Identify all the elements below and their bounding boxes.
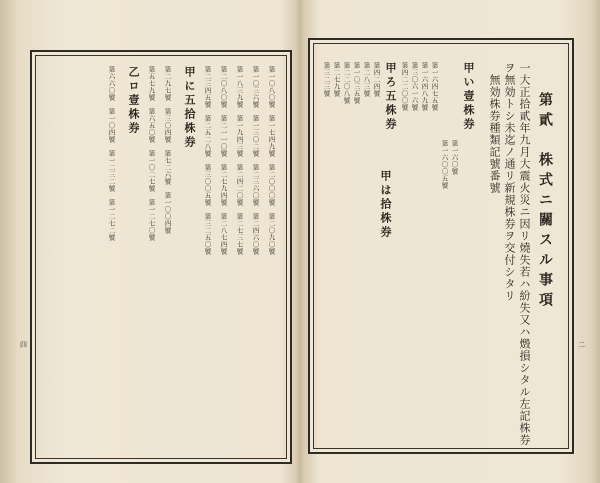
list-column: 第六六〇號 第一〇四號 第一二三二號 第一二七二號 bbox=[107, 66, 116, 241]
list-column: 第一〇三五號 bbox=[352, 62, 361, 104]
list-column: 第一六〇號 bbox=[450, 140, 459, 175]
intro-line-1: 一大正拾貳年九月大震火災ニ因リ燒失若ハ紛失又ハ燬損シタル左記株券 bbox=[518, 62, 531, 446]
list-column: 第二九七號 第三〇四號 第七二六號 第一〇〇四號 bbox=[163, 66, 172, 234]
list-column: 第二七九號 bbox=[332, 62, 341, 97]
list-column: 第四二四號 bbox=[372, 62, 381, 97]
group-label-ha: 甲は拾株券 bbox=[379, 170, 392, 240]
group-label-ro: 甲ろ五株券 bbox=[384, 62, 397, 132]
list-column: 第一〇八〇號 第一七四九號 第二〇〇〇號 第二〇九〇號 bbox=[267, 66, 276, 255]
list-column: 第二〇八〇號 第二一一〇號 第二七九四號 第二八七四號 bbox=[219, 66, 228, 255]
list-column: 第四二二〇〇號 bbox=[400, 62, 409, 111]
page-number-right: 二 bbox=[578, 341, 585, 349]
list-column: 第一六四七五號 bbox=[430, 62, 439, 111]
section-heading: 第貳 株式ニ關スル事項 bbox=[537, 92, 553, 312]
group-label-otsu: 乙ロ壹株券 bbox=[127, 66, 140, 136]
list-column: 第三〇六一六號 bbox=[410, 62, 419, 111]
list-column: 第二八三號 bbox=[362, 62, 371, 97]
list-column: 第一六四八九號 bbox=[420, 62, 429, 111]
intro-line-2: ヲ無効トシ未迄ノ通リ新規株券ヲ交付シタリ bbox=[503, 62, 516, 302]
list-column: 第二三四五號 第二五二八號 第三〇〇五號 第三二五〇號 bbox=[203, 66, 212, 255]
page-number-left: 四 bbox=[20, 341, 27, 349]
list-column: 第五七九號 第六五〇號 第一〇二七號 第一二七〇號 bbox=[147, 66, 156, 241]
list-column: 第三二三號 bbox=[322, 62, 331, 97]
list-column: 第二二〇八號 bbox=[342, 62, 351, 104]
group-label-ni: 甲に五拾株券 bbox=[183, 66, 196, 150]
intro-line-3: 無効株券種類記號番號 bbox=[488, 62, 501, 194]
list-column: 第一八三九號 第一九四三號 第二四二〇號 第二七三七號 bbox=[235, 66, 244, 255]
group-label-i: 甲い壹株券 bbox=[462, 62, 475, 132]
list-column: 第一六〇〇五號 bbox=[440, 140, 449, 189]
list-column: 第一〇三六號 第一三〇二號 第二三六〇號 第二四六〇號 bbox=[251, 66, 260, 255]
